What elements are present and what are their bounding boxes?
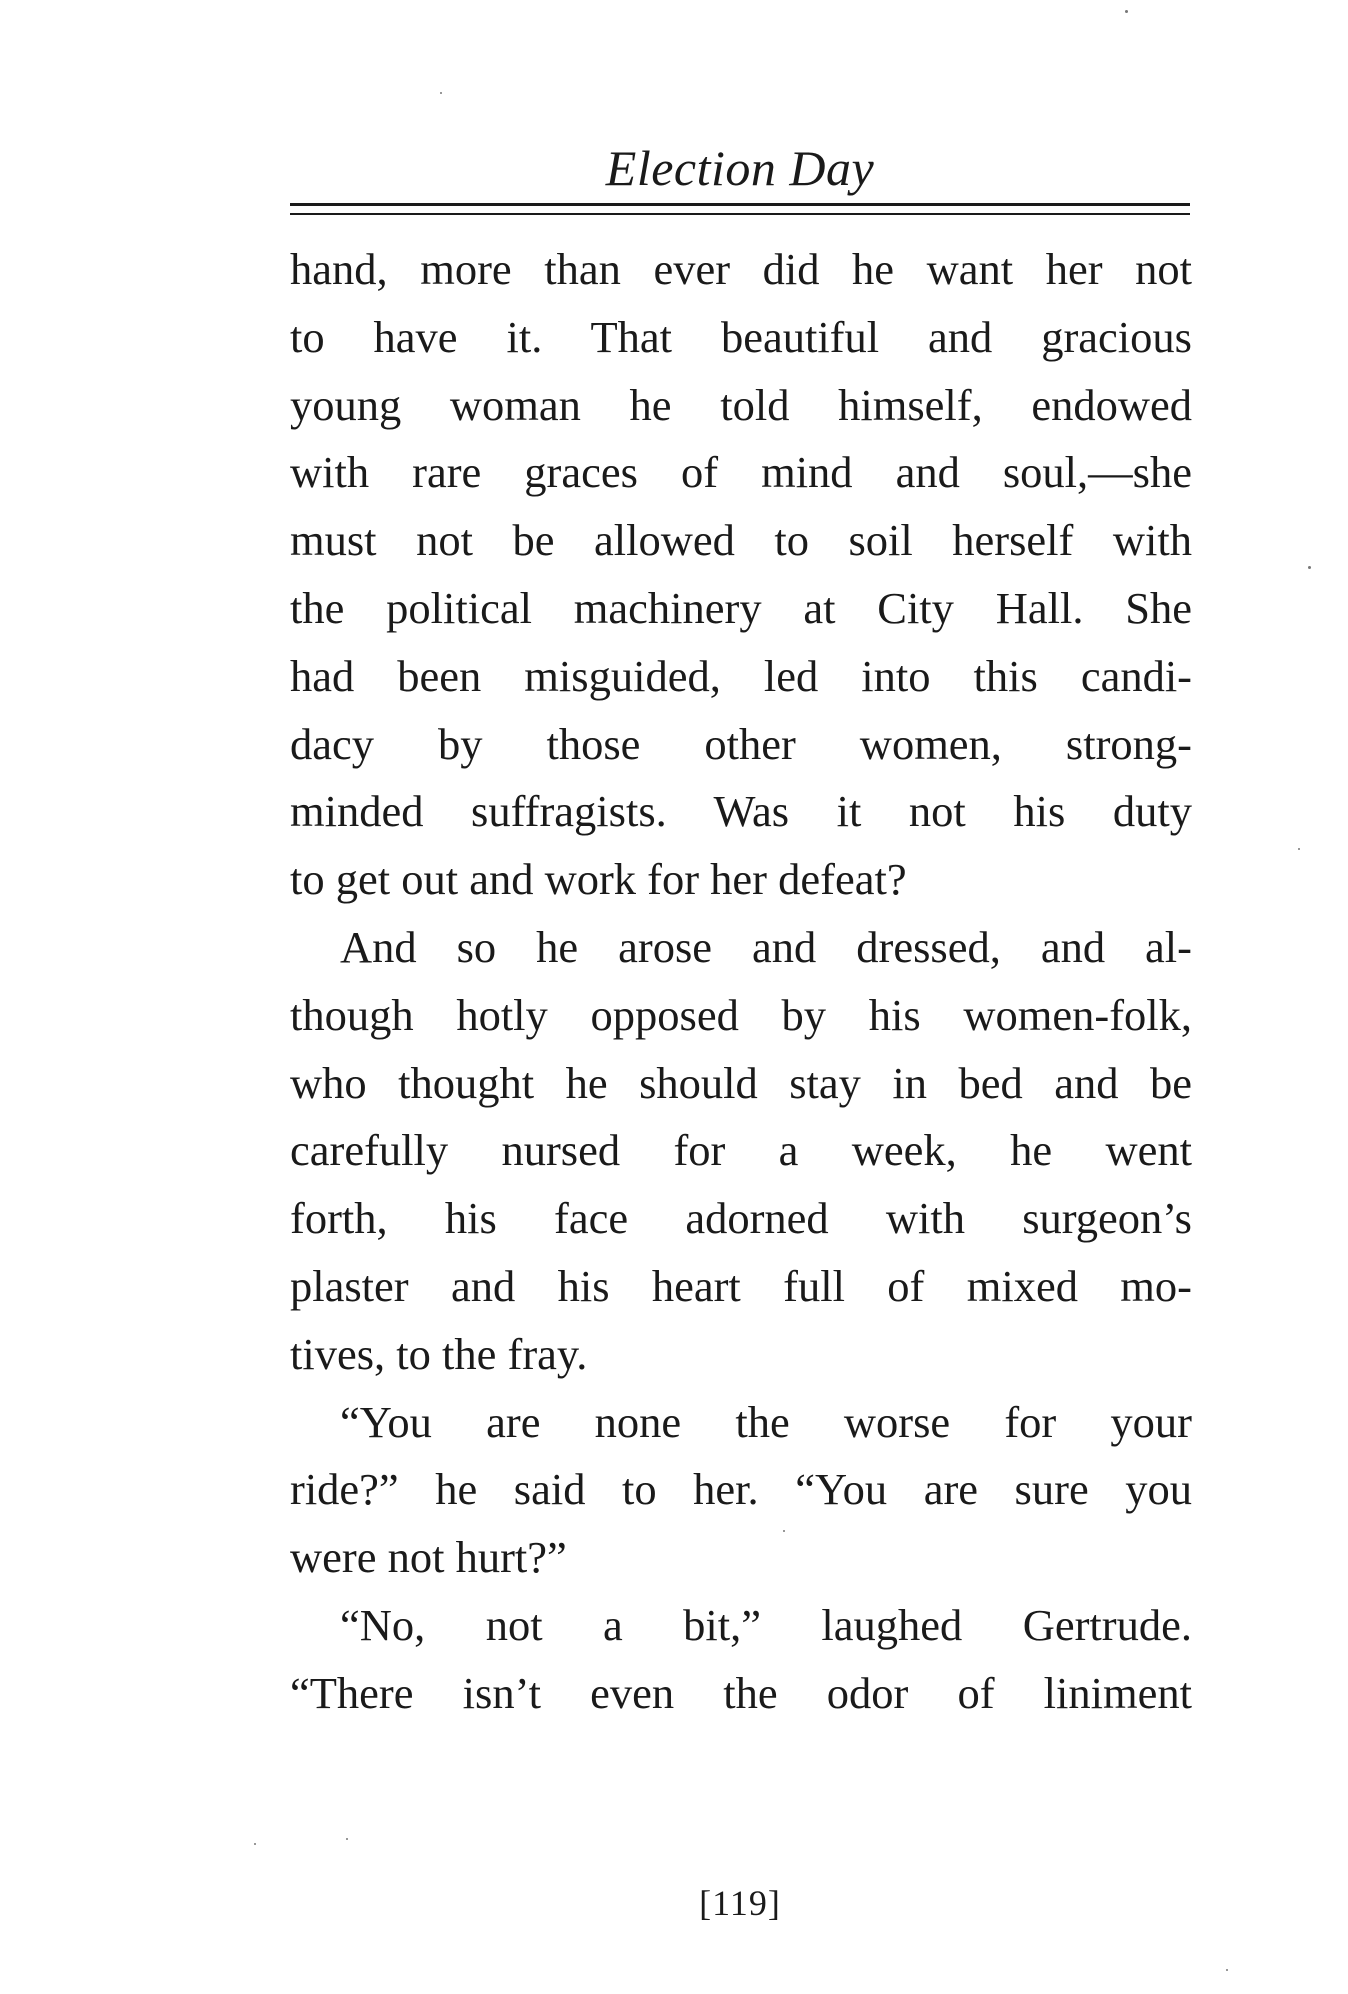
text-line: dacy by those other women, strong- xyxy=(290,718,1192,769)
text-line: ride?” he said to her. “You are sure you xyxy=(290,1464,1192,1515)
text-line: “You are none the worse for your xyxy=(340,1396,1192,1447)
print-speck xyxy=(440,92,442,94)
text-line: hand, more than ever did he want her not xyxy=(290,244,1192,294)
text-line: forth, his face adorned with surgeon’s xyxy=(290,1193,1192,1244)
print-speck xyxy=(1226,1969,1228,1971)
text-line: who thought he should stay in bed and be xyxy=(290,1057,1192,1108)
text-line: tives, to the fray. xyxy=(290,1328,588,1379)
print-speck xyxy=(254,1843,256,1845)
text-line: plaster and his heart full of mixed mo- xyxy=(290,1260,1192,1311)
text-line: young woman he told himself, endowed xyxy=(290,379,1192,430)
text-line: with rare graces of mind and soul,—she xyxy=(290,447,1192,498)
print-speck xyxy=(1308,566,1311,569)
text-line: minded suffragists. Was it not his duty xyxy=(290,786,1192,837)
text-line: were not hurt?” xyxy=(290,1532,567,1583)
print-speck xyxy=(346,1838,348,1840)
header-rule-top xyxy=(290,203,1190,206)
print-speck xyxy=(783,1530,785,1532)
text-line: “There isn’t even the odor of liniment xyxy=(290,1667,1192,1718)
text-line: “No, not a bit,” laughed Gertrude. xyxy=(340,1599,1192,1650)
text-line: must not be allowed to soil herself with xyxy=(290,515,1192,566)
text-line: carefully nursed for a week, he went xyxy=(290,1125,1192,1176)
print-speck xyxy=(1298,848,1300,850)
page-number: [119] xyxy=(699,1883,781,1923)
text-line: though hotly opposed by his women-folk, xyxy=(290,989,1192,1040)
text-line: to have it. That beautiful and gracious xyxy=(290,311,1192,362)
text-line: to get out and work for her defeat? xyxy=(290,854,907,905)
header-rule-bottom xyxy=(290,213,1190,215)
running-head: Election Day xyxy=(605,140,875,196)
text-line: And so he arose and dressed, and al- xyxy=(340,921,1192,972)
text-line: the political machinery at City Hall. She xyxy=(290,582,1192,633)
body-text xyxy=(290,236,1192,1728)
print-speck xyxy=(1125,10,1128,13)
text-line: had been misguided, led into this candi- xyxy=(290,650,1192,701)
